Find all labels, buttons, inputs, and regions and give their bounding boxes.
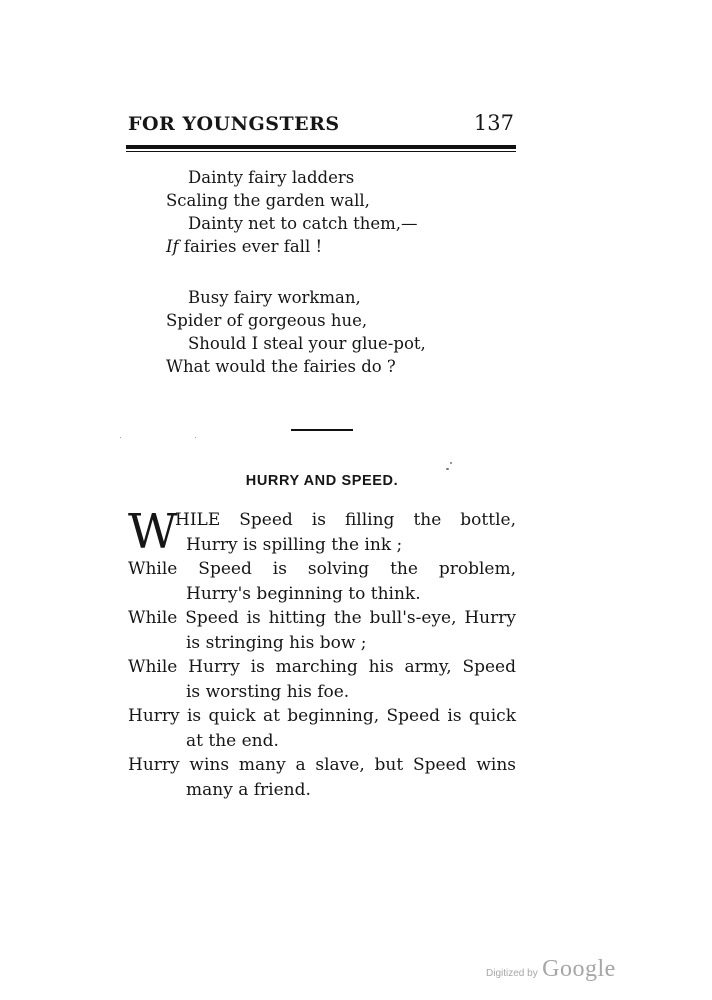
poem-line: Spider of gorgeous hue, bbox=[166, 311, 368, 330]
digitized-by-google-watermark bbox=[486, 956, 616, 983]
running-head: FOR YOUNGSTERS bbox=[128, 113, 340, 135]
poem-line-text: fairies ever fall ! bbox=[183, 237, 323, 256]
poem-line: at the end. bbox=[186, 730, 279, 751]
hurry-speed-poem bbox=[128, 504, 516, 802]
poem-line: While Speed is hitting the bull's-eye, Hurry bbox=[128, 608, 516, 628]
poem-line: is stringing his bow ; bbox=[186, 632, 367, 653]
header-rule-thick bbox=[126, 145, 516, 149]
poem-line: Hurry wins many a slave, but Speed wins bbox=[128, 755, 516, 775]
poem-line: While Speed is solving the problem, bbox=[128, 559, 516, 579]
poem-line: Dainty net to catch them,— bbox=[188, 214, 418, 233]
poem-line: Busy fairy workman, bbox=[188, 288, 361, 307]
page-number: 137 bbox=[473, 111, 514, 135]
google-logo: Google bbox=[542, 956, 616, 982]
page-header bbox=[128, 111, 516, 141]
section-title: HURRY AND SPEED. bbox=[245, 473, 399, 489]
scan-speck bbox=[195, 437, 196, 438]
poem-line: While Hurry is marching his army, Speed bbox=[128, 657, 516, 677]
scan-speck bbox=[450, 462, 452, 464]
fairy-poem bbox=[166, 166, 486, 378]
poem-line bbox=[166, 235, 486, 258]
poem-line: Hurry is spilling the ink ; bbox=[186, 534, 403, 555]
poem-line: Hurry's beginning to think. bbox=[186, 583, 421, 604]
poem-line: is worsting his foe. bbox=[186, 681, 350, 702]
header-rule-thin bbox=[126, 151, 516, 152]
scan-speck bbox=[446, 468, 449, 470]
poem-line: Should I steal your glue-pot, bbox=[188, 334, 426, 353]
poem-line: Dainty fairy ladders bbox=[188, 168, 355, 187]
emphasis-word: If bbox=[166, 237, 179, 256]
poem-line: What would the fairies do ? bbox=[166, 357, 396, 376]
poem-line: Scaling the garden wall, bbox=[166, 191, 370, 210]
drop-cap: W bbox=[128, 504, 178, 560]
watermark-prefix: Digitized by bbox=[486, 968, 538, 979]
poem-line-text: HILE Speed is filling the bottle, bbox=[175, 510, 516, 530]
section-divider bbox=[291, 429, 353, 431]
poem-line: many a friend. bbox=[186, 779, 311, 800]
scan-speck bbox=[120, 437, 121, 438]
poem-line: Hurry is quick at beginning, Speed is quick bbox=[128, 706, 516, 726]
